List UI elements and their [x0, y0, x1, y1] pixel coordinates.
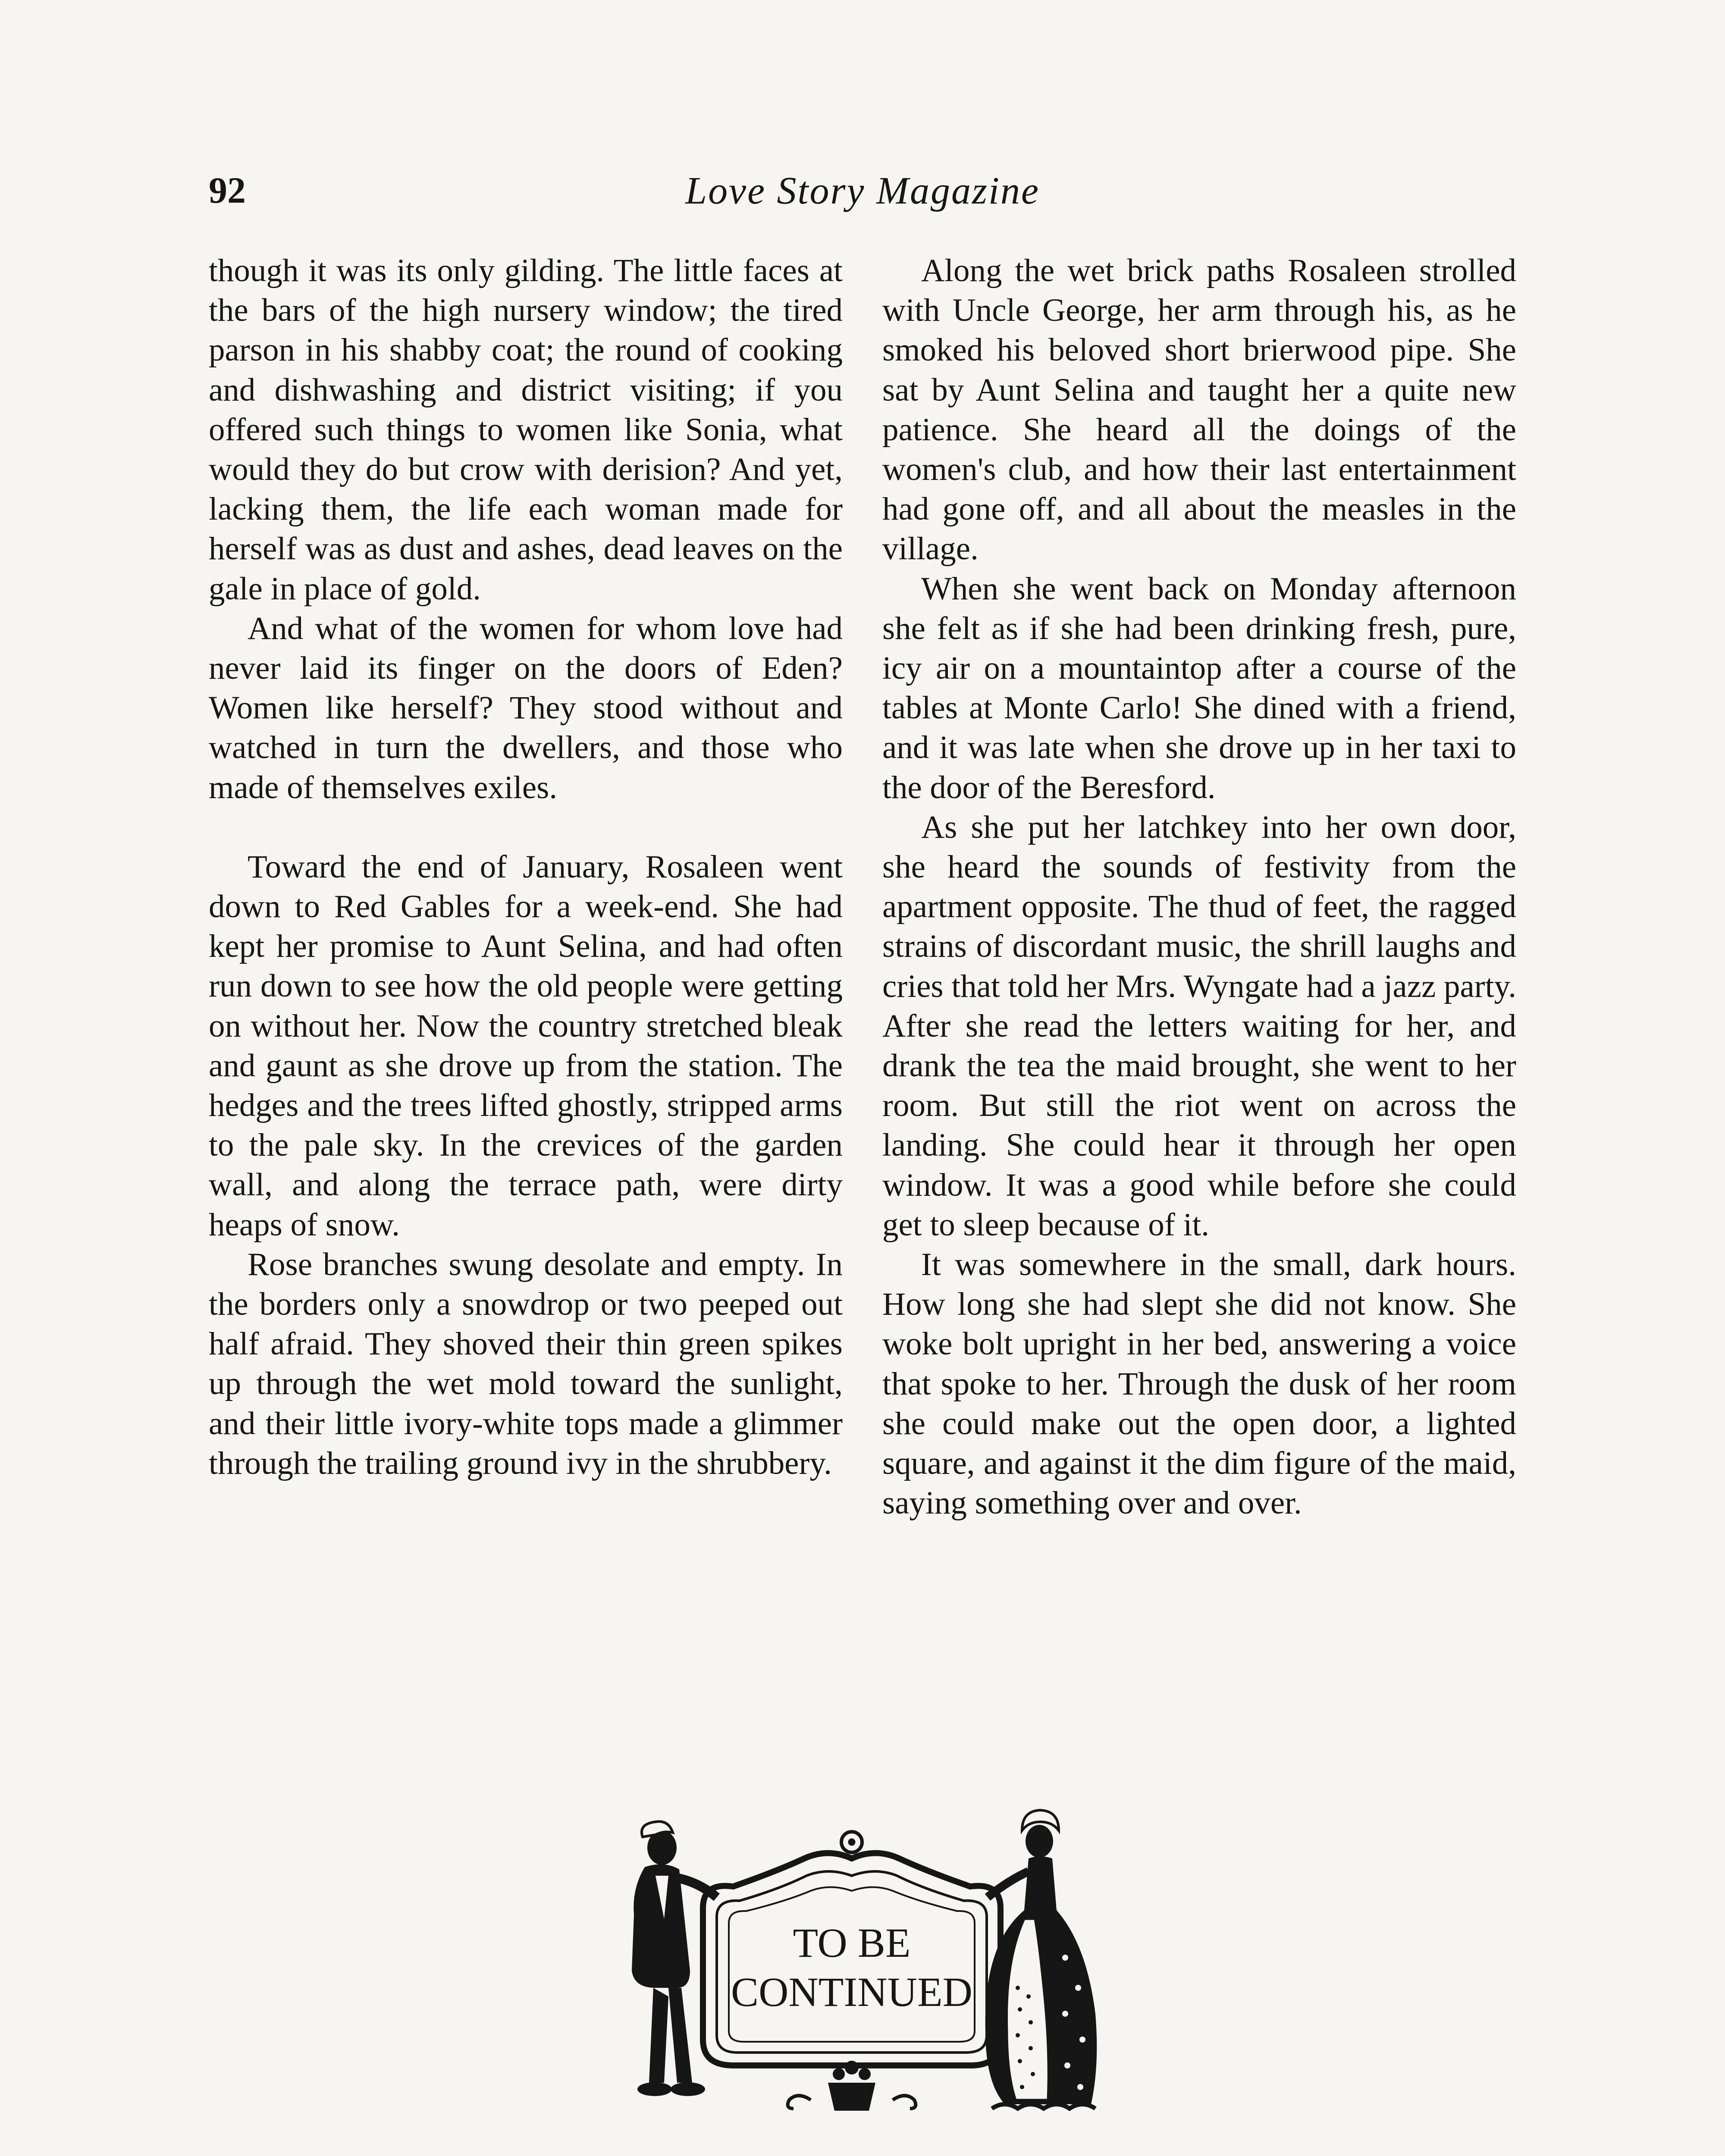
right-column: [882, 251, 1516, 1523]
page-number: 92: [209, 169, 246, 211]
paragraph: Toward the end of January, Rosaleen went down to Red Gables for a week-end. She had kept her promise to Aunt Selina, and had often run down to see how the old people were getting on without her. Now the country stretched bleak and gaunt as she drove up from the station. The hedges and the trees lifted ghostly, stripped arms to the pale sky. In the crevices of the garden wall, and along the terrace path, were dirty heaps of snow.: [209, 849, 843, 1243]
continued-text: CONTINUED: [731, 1969, 972, 2015]
paragraph: And what of the women for whom love had never laid its finger on the doors of Eden? Women like herself? They stood without and watched in turn the dwellers, and those who made of themselves exiles.: [209, 610, 843, 805]
paragraph: Rose branches swung desolate and empty. In the borders only a snowdrop or two peeped out half afraid. They shoved their thin green spikes up through the wet mold toward the sunlight, and their little ivory-white tops made a glimmer through the trailing ground ivy in the shrubbery.: [209, 1246, 843, 1481]
paragraph: It was somewhere in the small, dark hours. How long she had slept she did not know. She woke bolt upright in her bed, answering a voice that spoke to her. Through the dusk of her room she could make out the open door, a lighted square, and against it the dim figure of the maid, saying something over and over.: [882, 1247, 1516, 1521]
paragraph: As she put her latchkey into her own door, she heard the sounds of festivity from the apartment opposite. The thud of feet, the ragged strains of discordant music, the shrill laughs and cries that told her Mrs. Wyngate had a jazz party. After she read the letters waiting for her, and drank the tea the maid brought, she went to her room. But still the riot went on across the landing. She could hear it through her open window. It was a good while before she could get to sleep because of it.: [882, 809, 1516, 1243]
paragraph: though it was its only gilding. The little faces at the bars of the high nursery window; the tired parson in his shabby coat; the round of cooking and dishwashing and district visiting; if you offered such things to women like Sonia, what would they do but crow with derision? And yet, lacking them, the life each woman made for herself was as dust and ashes, dead leaves on the gale in place of gold.: [209, 253, 843, 607]
left-column: [209, 251, 843, 1483]
to-be-continued-illustration: [604, 1807, 1100, 2134]
paragraph: Along the wet brick paths Rosaleen strolled with Uncle George, her arm through his, as he smoked his beloved short brierwood pipe. She sat by Aunt Selina and taught her a quite new patience. She heard all the doings of the women's club, and how their last entertainment had gone off, and all about the measles in the village.: [882, 253, 1516, 567]
paragraph: When she went back on Monday afternoon she felt as if she had been drinking fresh, pure, icy air on a mountaintop after a course of the tables at Monte Carlo! She dined with a friend, and it was late when she drove up in her taxi to the door of the Beresford.: [882, 570, 1516, 805]
lady-figure-icon: [985, 1810, 1097, 2109]
running-head-title: Love Story Magazine: [685, 169, 1040, 212]
to-be-text: TO BE: [793, 1920, 911, 1966]
